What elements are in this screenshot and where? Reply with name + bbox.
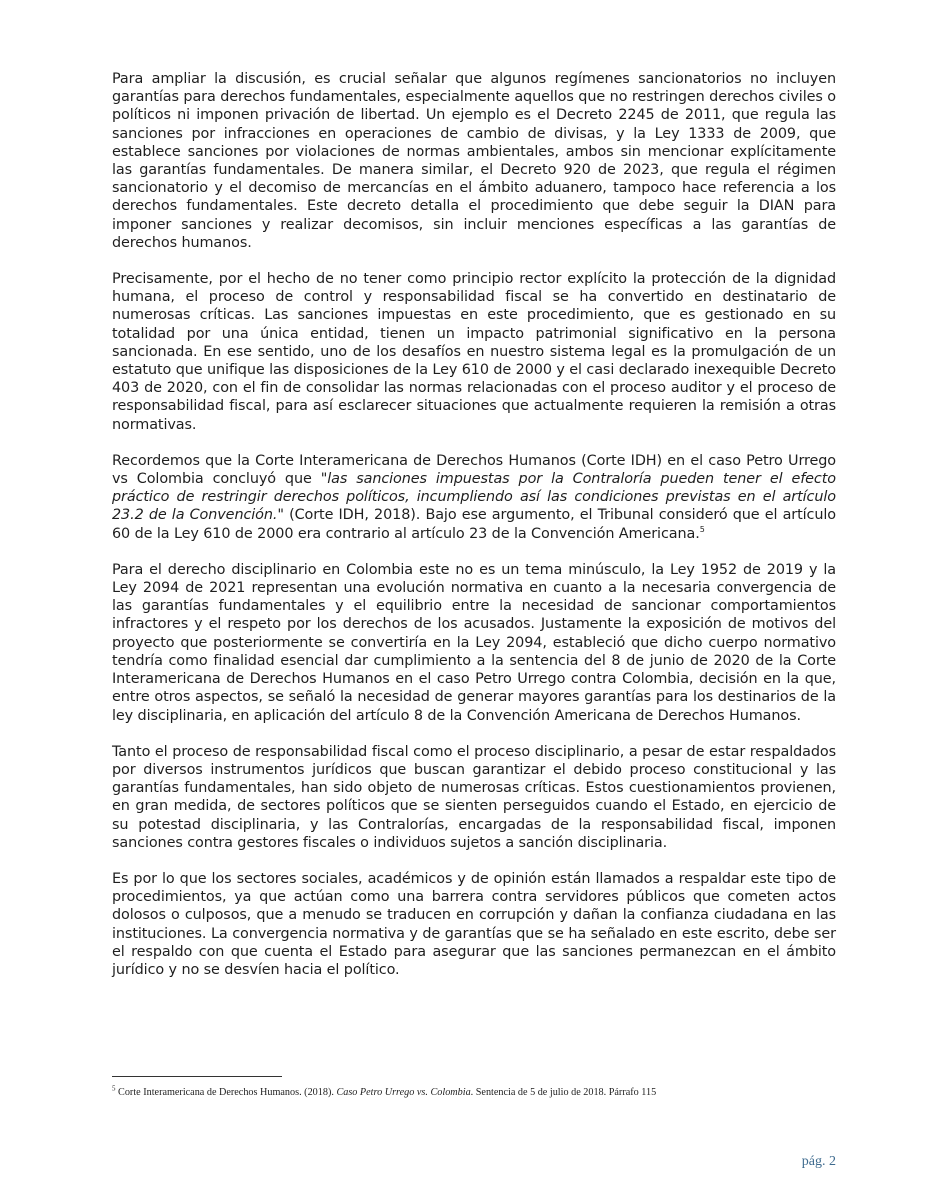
footnote-citation-intro: Corte Interamericana de Derechos Humanos. (2018). — [115, 1087, 337, 1098]
paragraph-6: Es por lo que los sectores sociales, académicos y de opinión están llamados a respaldar este tipo de procedimientos, ya que actúan como una barrera contra servidores públicos que cometen actos dolosos o culposos, que a menudo se traducen en corrupción y dañan la confianza ciudadana en las instituciones. La convergencia normativa y de garantías que se ha señalado en este escrito, debe ser el respaldo con que cuenta el Estado para asegurar que las sanciones permanezcan en el ámbito jurídico y no se desvíen hacia el político. — [112, 870, 836, 978]
paragraph-1: Para ampliar la discusión, es crucial señalar que algunos regímenes sancionatorios no incluyen garantías para derechos fundamentales, especialmente aquellos que no restringen derechos civiles o políticos ni imponen privación de libertad. Un ejemplo es el Decreto 2245 de 2011, que regula las sanciones por infracciones en operaciones de cambio de divisas, y la Ley 1333 de 2009, que establece sanciones por violaciones de normas ambientales, ambos sin mencionar explícitamente las garantías fundamentales. De manera similar, el Decreto 920 de 2023, que regula el régimen sancionatorio y el decomiso de mercancías en el ámbito aduanero, tampoco hace referencia a los derechos fundamentales. Este decreto detalla el procedimiento que debe seguir la DIAN para imponer sanciones y realizar decomisos, sin incluir menciones específicas a las garantías de derechos humanos. — [112, 71, 836, 251]
paragraph-3 — [112, 452, 836, 543]
paragraph-3-quote: las sanciones impuestas por la Contraloría pueden tener el efecto práctico de restringir derechos políticos, incumpliendo así las condiciones previstas en el artículo 23.2 de la Convención. — [112, 471, 836, 524]
paragraph-2: Precisamente, por el hecho de no tener como principio rector explícito la protección de la dignidad humana, el proceso de control y responsabilidad fiscal se ha convertido en destinatario de numerosas críticas. Las sanciones impuestas en este procedimiento, que es gestionado en su totalidad por una única entidad, tienen un impacto patrimonial significativo en la persona sancionada. En ese sentido, uno de los desafíos en nuestro sistema legal es la promulgación de un estatuto que unifique las disposiciones de la Ley 610 de 2000 y el casi declarado inexequible Decreto 403 de 2020, con el fin de consolidar las normas relacionadas con el proceso auditor y el proceso de responsabilidad fiscal, para así esclarecer situaciones que actualmente requieren la remisión a otras normativas. — [112, 271, 836, 433]
body-text — [112, 70, 836, 997]
footnote-citation-detail: . Sentencia de 5 de julio de 2018. Párrafo 115 — [470, 1087, 657, 1098]
footnote-reference[interactable]: 5 — [699, 524, 705, 534]
paragraph-5: Tanto el proceso de responsabilidad fiscal como el proceso disciplinario, a pesar de estar respaldados por diversos instrumentos jurídicos que buscan garantizar el debido proceso constitucional y las garantías fundamentales, han sido objeto de numerosas críticas. Estos cuestionamientos provienen, en gran medida, de sectores políticos que se sienten perseguidos cuando el Estado, en ejercicio de su potestad disciplinaria, y las Contralorías, encargadas de la responsabilidad fiscal, imponen sanciones contra gestores fiscales o individuos sujetos a sanción disciplinaria. — [112, 743, 836, 851]
paragraph-3-intro: Recordemos que la Corte Interamericana de Derechos Humanos (Corte IDH) en el caso Petro Urrego vs Colombia concluyó que " — [112, 452, 836, 488]
paragraph-3-conclusion: " (Corte IDH, 2018). Bajo ese argumento, el Tribunal consideró que el artículo 60 de la Ley 610 de 2000 era contrario al artículo 23 de la Convención Americana. — [112, 507, 836, 542]
paragraph-4: Para el derecho disciplinario en Colombia este no es un tema minúsculo, la Ley 1952 de 2019 y la Ley 2094 de 2021 representan una evolución normativa en cuanto a la necesaria convergencia de las garantías fundamentales y el equilibrio entre la necesidad de sancionar comportamientos infractores y el respeto por los derechos de los acusados. Justamente la exposición de motivos del proyecto que posteriormente se convertiría en la Ley 2094, estableció que dicho cuerpo normativo tendría como finalidad esencial dar cumplimiento a la sentencia del 8 de junio de 2020 de la Corte Interamericana de Derechos Humanos en el caso Petro Urrego contra Colombia, decisión en la que, entre otros aspectos, se señaló la necesidad de generar mayores garantías para los destinarios de la ley disciplinaria, en aplicación del artículo 8 de la Convención Americana de Derechos Humanos. — [112, 561, 836, 724]
footnote-case-title: Caso Petro Urrego vs. Colombia — [336, 1087, 471, 1098]
footnote-separator — [112, 1076, 282, 1077]
footnote-mark: 5 — [112, 1084, 116, 1093]
footnote — [112, 1086, 836, 1099]
page-number: pág. 2 — [801, 1154, 836, 1169]
